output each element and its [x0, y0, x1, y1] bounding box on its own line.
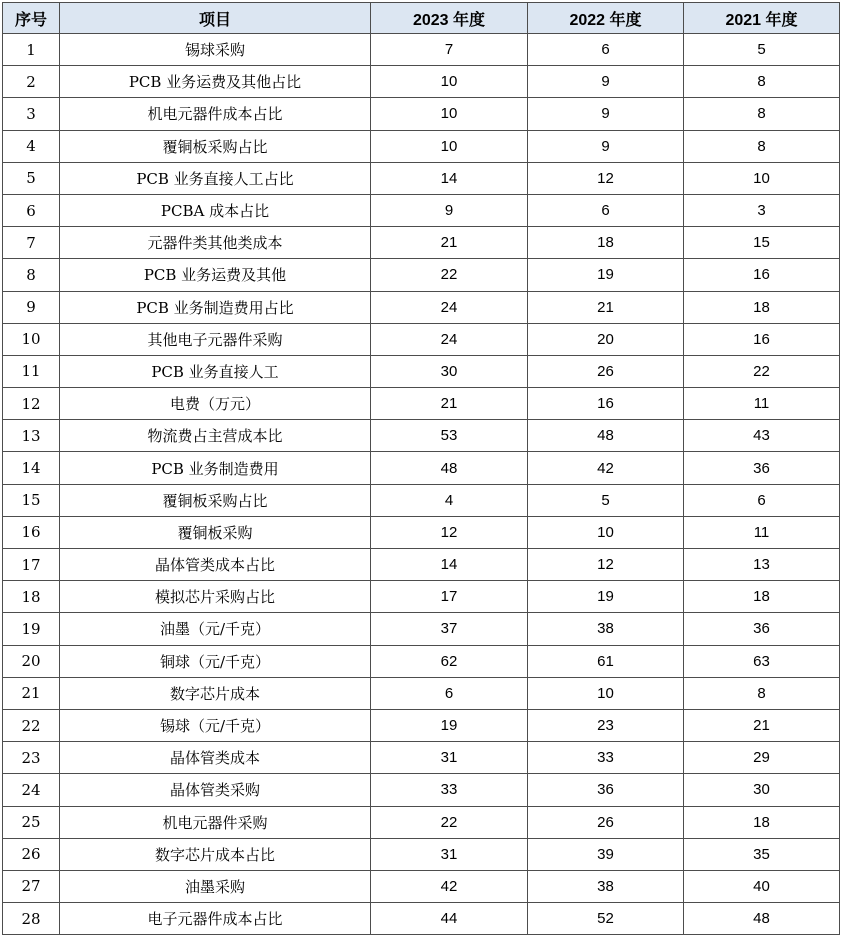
cell-2022: 19 — [528, 259, 684, 291]
header-year-2022: 2022 年度 — [528, 3, 684, 34]
cell-2021: 8 — [684, 130, 840, 162]
cell-2021: 48 — [684, 903, 840, 935]
table-row — [3, 162, 840, 194]
cell-2022: 9 — [528, 130, 684, 162]
cell-2023: 7 — [371, 34, 528, 66]
header-year-2021: 2021 年度 — [684, 3, 840, 34]
cell-index: 8 — [3, 259, 60, 291]
cell-item: 数字芯片成本占比 — [60, 838, 371, 870]
cell-2021: 36 — [684, 452, 840, 484]
cell-2021: 3 — [684, 194, 840, 226]
table-row — [3, 355, 840, 387]
cell-item: PCB 业务直接人工占比 — [60, 162, 371, 194]
cell-item: 晶体管类采购 — [60, 774, 371, 806]
cell-index: 26 — [3, 838, 60, 870]
table-row — [3, 549, 840, 581]
cell-2022: 9 — [528, 98, 684, 130]
cell-2023: 22 — [371, 806, 528, 838]
cell-2023: 4 — [371, 484, 528, 516]
cell-2021: 11 — [684, 388, 840, 420]
cell-2021: 16 — [684, 259, 840, 291]
cell-2023: 19 — [371, 709, 528, 741]
cell-2023: 10 — [371, 98, 528, 130]
cell-index: 9 — [3, 291, 60, 323]
table-row — [3, 838, 840, 870]
cell-index: 12 — [3, 388, 60, 420]
cell-index: 17 — [3, 549, 60, 581]
cell-2022: 48 — [528, 420, 684, 452]
cell-2022: 33 — [528, 742, 684, 774]
cell-2022: 21 — [528, 291, 684, 323]
cell-index: 15 — [3, 484, 60, 516]
data-table-container — [2, 2, 839, 935]
data-table — [2, 2, 840, 935]
table-row — [3, 259, 840, 291]
table-row — [3, 709, 840, 741]
cell-item: 电费（万元） — [60, 388, 371, 420]
cell-2021: 36 — [684, 613, 840, 645]
cell-item: 物流费占主营成本比 — [60, 420, 371, 452]
cell-2021: 21 — [684, 709, 840, 741]
table-row — [3, 323, 840, 355]
cell-item: 元器件类其他类成本 — [60, 227, 371, 259]
table-row — [3, 420, 840, 452]
table-row — [3, 742, 840, 774]
cell-2021: 40 — [684, 870, 840, 902]
header-row — [3, 3, 840, 34]
table-row — [3, 66, 840, 98]
cell-2023: 6 — [371, 677, 528, 709]
cell-index: 4 — [3, 130, 60, 162]
cell-2023: 31 — [371, 838, 528, 870]
table-row — [3, 227, 840, 259]
table-row — [3, 806, 840, 838]
cell-item: 覆铜板采购占比 — [60, 484, 371, 516]
cell-2023: 37 — [371, 613, 528, 645]
cell-2021: 30 — [684, 774, 840, 806]
cell-2023: 42 — [371, 870, 528, 902]
cell-2022: 38 — [528, 870, 684, 902]
cell-index: 5 — [3, 162, 60, 194]
cell-item: PCB 业务制造费用占比 — [60, 291, 371, 323]
cell-item: 锡球采购 — [60, 34, 371, 66]
cell-item: 机电元器件采购 — [60, 806, 371, 838]
table-row — [3, 774, 840, 806]
cell-2021: 8 — [684, 98, 840, 130]
cell-2023: 9 — [371, 194, 528, 226]
cell-2022: 39 — [528, 838, 684, 870]
table-row — [3, 645, 840, 677]
table-row — [3, 34, 840, 66]
cell-index: 24 — [3, 774, 60, 806]
table-row — [3, 194, 840, 226]
cell-2021: 8 — [684, 677, 840, 709]
cell-item: 铜球（元/千克） — [60, 645, 371, 677]
cell-2022: 36 — [528, 774, 684, 806]
cell-2021: 29 — [684, 742, 840, 774]
table-row — [3, 130, 840, 162]
table-row — [3, 870, 840, 902]
cell-2023: 14 — [371, 162, 528, 194]
cell-2023: 30 — [371, 355, 528, 387]
cell-2022: 52 — [528, 903, 684, 935]
cell-2023: 62 — [371, 645, 528, 677]
cell-2021: 6 — [684, 484, 840, 516]
cell-2023: 24 — [371, 291, 528, 323]
table-row — [3, 677, 840, 709]
cell-index: 6 — [3, 194, 60, 226]
cell-item: 数字芯片成本 — [60, 677, 371, 709]
table-row — [3, 452, 840, 484]
cell-2023: 10 — [371, 66, 528, 98]
cell-index: 21 — [3, 677, 60, 709]
cell-2023: 33 — [371, 774, 528, 806]
cell-item: PCB 业务运费及其他 — [60, 259, 371, 291]
cell-index: 25 — [3, 806, 60, 838]
cell-item: 模拟芯片采购占比 — [60, 581, 371, 613]
cell-2022: 38 — [528, 613, 684, 645]
cell-2022: 16 — [528, 388, 684, 420]
cell-2023: 21 — [371, 388, 528, 420]
cell-index: 10 — [3, 323, 60, 355]
cell-2021: 11 — [684, 516, 840, 548]
cell-2023: 10 — [371, 130, 528, 162]
cell-2021: 18 — [684, 291, 840, 323]
cell-2022: 9 — [528, 66, 684, 98]
table-row — [3, 903, 840, 935]
cell-index: 28 — [3, 903, 60, 935]
cell-item: 晶体管类成本占比 — [60, 549, 371, 581]
cell-index: 14 — [3, 452, 60, 484]
cell-item: 晶体管类成本 — [60, 742, 371, 774]
cell-2022: 26 — [528, 355, 684, 387]
table-row — [3, 581, 840, 613]
cell-item: 覆铜板采购 — [60, 516, 371, 548]
cell-2021: 63 — [684, 645, 840, 677]
table-row — [3, 613, 840, 645]
table-row — [3, 291, 840, 323]
cell-index: 11 — [3, 355, 60, 387]
cell-index: 20 — [3, 645, 60, 677]
cell-item: 机电元器件成本占比 — [60, 98, 371, 130]
cell-item: PCB 业务运费及其他占比 — [60, 66, 371, 98]
cell-2021: 18 — [684, 581, 840, 613]
cell-2022: 5 — [528, 484, 684, 516]
cell-item: PCBA 成本占比 — [60, 194, 371, 226]
cell-item: 电子元器件成本占比 — [60, 903, 371, 935]
cell-2023: 31 — [371, 742, 528, 774]
cell-2021: 15 — [684, 227, 840, 259]
cell-2022: 6 — [528, 194, 684, 226]
cell-2022: 19 — [528, 581, 684, 613]
cell-2022: 20 — [528, 323, 684, 355]
cell-index: 27 — [3, 870, 60, 902]
cell-2023: 53 — [371, 420, 528, 452]
cell-2023: 48 — [371, 452, 528, 484]
cell-2023: 14 — [371, 549, 528, 581]
table-row — [3, 388, 840, 420]
cell-item: 锡球（元/千克） — [60, 709, 371, 741]
cell-item: 油墨采购 — [60, 870, 371, 902]
cell-item: PCB 业务制造费用 — [60, 452, 371, 484]
cell-item: 油墨（元/千克） — [60, 613, 371, 645]
cell-2022: 10 — [528, 516, 684, 548]
cell-index: 3 — [3, 98, 60, 130]
cell-item: 其他电子元器件采购 — [60, 323, 371, 355]
cell-2021: 43 — [684, 420, 840, 452]
cell-2022: 12 — [528, 162, 684, 194]
header-year-2023: 2023 年度 — [371, 3, 528, 34]
cell-index: 18 — [3, 581, 60, 613]
table-row — [3, 98, 840, 130]
cell-2023: 22 — [371, 259, 528, 291]
cell-2022: 61 — [528, 645, 684, 677]
cell-index: 16 — [3, 516, 60, 548]
cell-2021: 5 — [684, 34, 840, 66]
cell-2022: 23 — [528, 709, 684, 741]
cell-2023: 12 — [371, 516, 528, 548]
table-row — [3, 516, 840, 548]
cell-2022: 12 — [528, 549, 684, 581]
cell-2022: 42 — [528, 452, 684, 484]
cell-2021: 8 — [684, 66, 840, 98]
cell-index: 13 — [3, 420, 60, 452]
cell-2021: 13 — [684, 549, 840, 581]
cell-index: 22 — [3, 709, 60, 741]
table-row — [3, 484, 840, 516]
cell-2022: 18 — [528, 227, 684, 259]
cell-item: PCB 业务直接人工 — [60, 355, 371, 387]
cell-index: 23 — [3, 742, 60, 774]
cell-2022: 10 — [528, 677, 684, 709]
cell-index: 1 — [3, 34, 60, 66]
table-body — [3, 34, 840, 935]
cell-2023: 44 — [371, 903, 528, 935]
cell-2022: 6 — [528, 34, 684, 66]
cell-index: 7 — [3, 227, 60, 259]
cell-2021: 10 — [684, 162, 840, 194]
cell-index: 19 — [3, 613, 60, 645]
header-item: 项目 — [60, 3, 371, 34]
cell-2021: 18 — [684, 806, 840, 838]
cell-2023: 21 — [371, 227, 528, 259]
cell-item: 覆铜板采购占比 — [60, 130, 371, 162]
cell-2021: 22 — [684, 355, 840, 387]
header-index: 序号 — [3, 3, 60, 34]
cell-2022: 26 — [528, 806, 684, 838]
cell-2021: 35 — [684, 838, 840, 870]
cell-2023: 24 — [371, 323, 528, 355]
cell-2023: 17 — [371, 581, 528, 613]
cell-2021: 16 — [684, 323, 840, 355]
cell-index: 2 — [3, 66, 60, 98]
